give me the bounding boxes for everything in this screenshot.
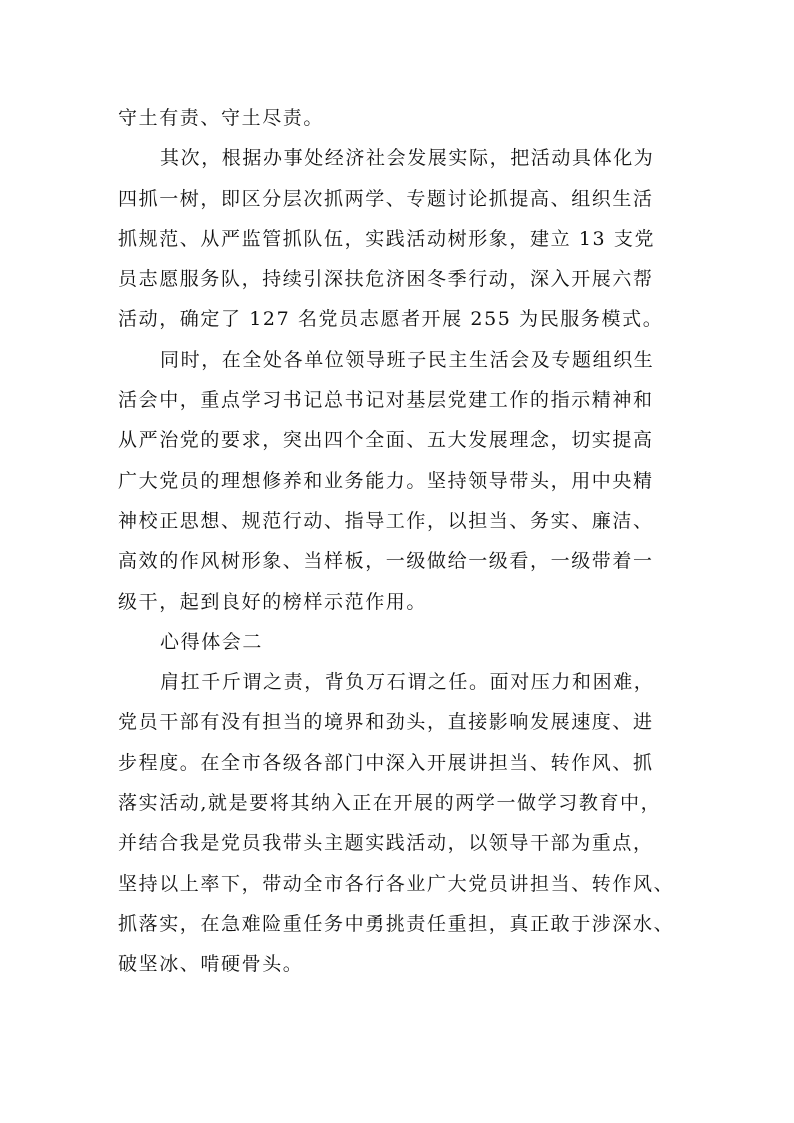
text-line: 党员干部有没有担当的境界和劲头，直接影响发展速度、进	[118, 711, 654, 734]
document-body	[118, 98, 688, 985]
text-line: 坚持以上率下，带动全市各行各业广大党员讲担当、转作风、	[118, 872, 675, 895]
text-line: 抓落实，在急难险重任务中勇挑责任重担，真正敢于涉深水、	[118, 912, 675, 935]
text-line: 并结合我是党员我带头主题实践活动，以领导干部为重点，	[118, 832, 654, 855]
text-line: 员志愿服务队，持续引深扶危济困冬季行动，深入开展六帮	[118, 268, 654, 291]
text-line: 守土有责、守土尽责。	[118, 107, 325, 129]
text-line: 破坚冰、啃硬骨头。	[118, 953, 304, 976]
text-line: 肩扛千斤谓之责，背负万石谓之任。面对压力和困难，	[160, 671, 655, 694]
text-line: 落实活动,就是要将其纳入正在开展的两学一做学习教育中，	[118, 792, 662, 815]
text-line: 级干，起到良好的榜样示范作用。	[118, 590, 428, 613]
text-line: 其次，根据办事处经济社会发展实际，把活动具体化为	[160, 147, 655, 170]
text-line: 同时，在全处各单位领导班子民主生活会及专题组织生	[160, 348, 655, 371]
text-line: 高效的作风树形象、当样板，一级做给一级看，一级带着一	[118, 550, 654, 573]
text-line: 活动，确定了 127 名党员志愿者开展 255 为民服务模式。	[118, 308, 664, 331]
text-line: 心得体会二	[160, 630, 264, 653]
text-line: 活会中，重点学习书记总书记对基层党建工作的指示精神和	[118, 389, 654, 412]
text-line: 四抓一树，即区分层次抓两学、专题讨论抓提高、组织生活	[118, 187, 654, 210]
text-line: 从严治党的要求，突出四个全面、五大发展理念，切实提高	[118, 429, 654, 452]
text-line: 神校正思想、规范行动、指导工作，以担当、务实、廉洁、	[118, 509, 654, 532]
text-line: 步程度。在全市各级各部门中深入开展讲担当、转作风、抓	[118, 751, 654, 774]
text-line: 广大党员的理想修养和业务能力。坚持领导带头，用中央精	[118, 469, 654, 492]
text-line: 抓规范、从严监管抓队伍，实践活动树形象，建立 13 支党	[118, 227, 656, 250]
